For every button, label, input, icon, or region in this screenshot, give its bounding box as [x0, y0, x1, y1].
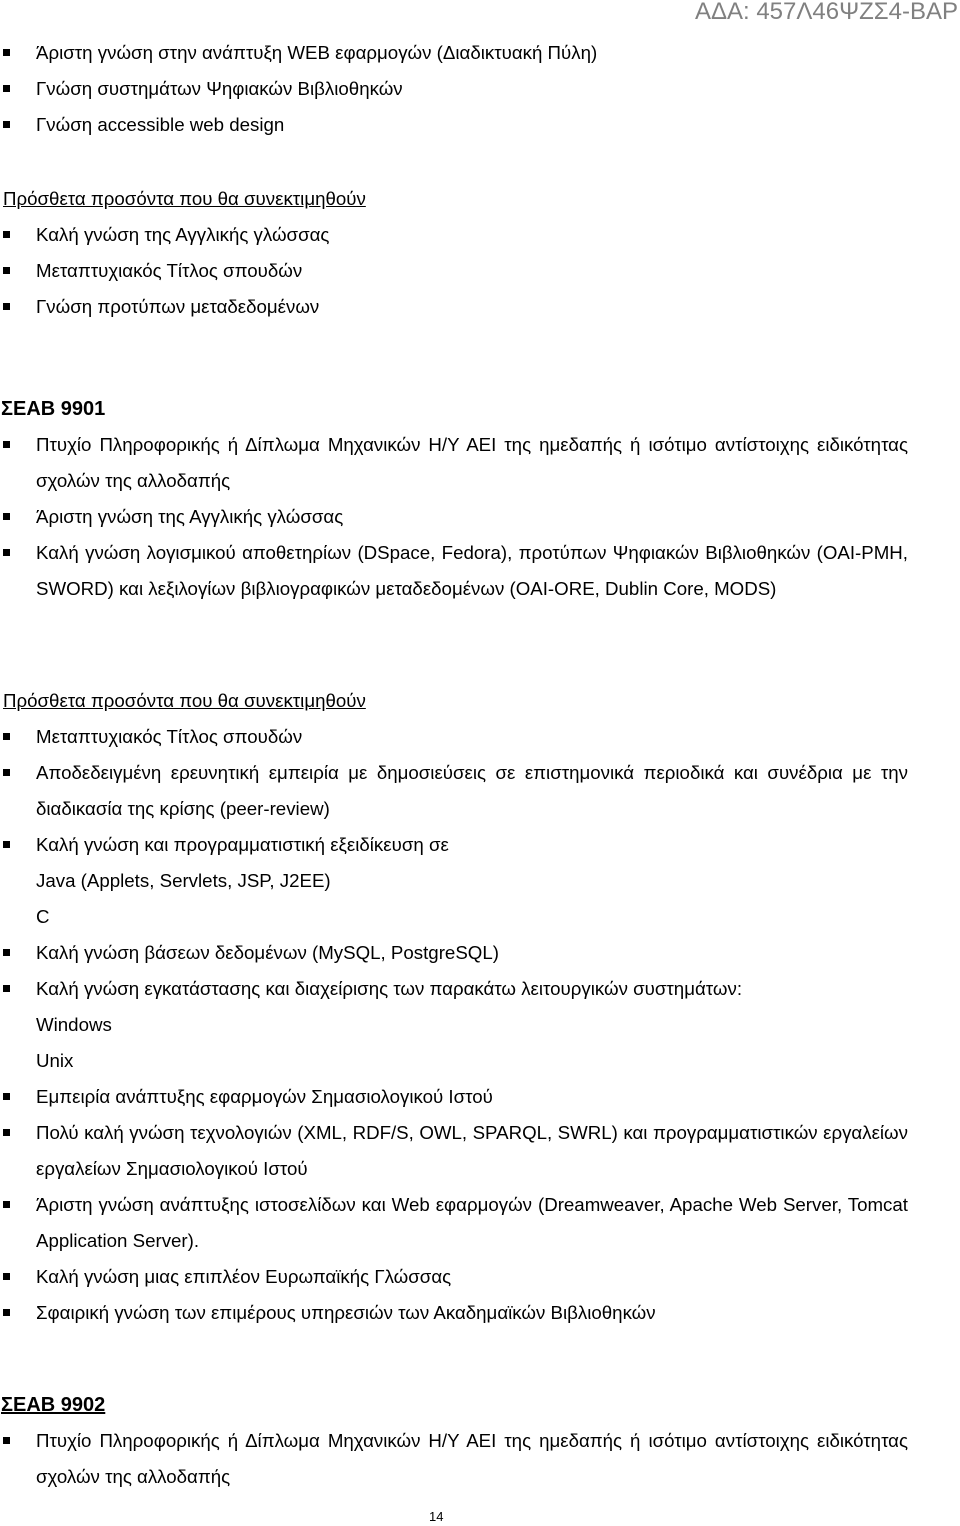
list-item: Καλή γνώση της Αγγλικής γλώσσας	[0, 217, 960, 253]
list-item: Εμπειρία ανάπτυξης εφαρμογών Σημασιολογικού Ιστού	[0, 1079, 960, 1115]
page-number: 14	[429, 1509, 444, 1524]
ada-code: ΑΔΑ: 457Λ46ΨΖΣ4-ΒΑΡ	[694, 0, 958, 25]
square-bullet-icon	[3, 267, 10, 274]
square-bullet-icon	[3, 841, 10, 848]
list-item: Πτυχίο Πληροφορικής ή Δίπλωμα Μηχανικών Η/Υ ΑΕΙ της ημεδαπής ή ισότιμο αντίστοιχης ειδικότητας σχολών της αλλοδαπής	[0, 1423, 908, 1495]
list-item: Γνώση συστημάτων Ψηφιακών Βιβλιοθηκών	[0, 71, 960, 107]
list-item: Μεταπτυχιακός Τίτλος σπουδών	[0, 253, 960, 289]
square-bullet-icon	[3, 1309, 10, 1316]
square-bullet-icon	[3, 441, 10, 448]
square-bullet-icon	[3, 303, 10, 310]
list-item: Καλή γνώση και προγραμματιστική εξειδίκευση σε	[0, 827, 960, 863]
list-item: Αποδεδειγμένη ερευνητική εμπειρία με δημοσιεύσεις σε επιστημονικά περιοδικά και συνέδρια με την διαδικασία της κρίσης (peer-review)	[0, 755, 908, 827]
seab-9902-heading: ΣΕΑΒ 9902	[1, 1394, 106, 1416]
extra-qualifications-section-1	[0, 181, 960, 325]
list-item: Γνώση accessible web design	[0, 107, 960, 143]
square-bullet-icon	[3, 121, 10, 128]
seab-9901-heading: ΣΕΑΒ 9901	[1, 398, 106, 420]
list-item: Καλή γνώση εγκατάστασης και διαχείρισης των παρακάτω λειτουργικών συστημάτων:	[0, 971, 960, 1007]
sub-item: Java (Applets, Servlets, JSP, J2EE)	[36, 870, 331, 891]
square-bullet-icon	[3, 49, 10, 56]
square-bullet-icon	[3, 1273, 10, 1280]
list-item: Άριστη γνώση ανάπτυξης ιστοσελίδων και Web εφαρμογών (Dreamweaver, Apache Web Server, Tomcat Application Server).	[0, 1187, 908, 1259]
list-item: Άριστη γνώση της Αγγλικής γλώσσας	[0, 499, 960, 535]
list-item: Άριστη γνώση στην ανάπτυξη WEB εφαρμογών (Διαδικτυακή Πύλη)	[0, 35, 960, 71]
square-bullet-icon	[3, 1437, 10, 1444]
square-bullet-icon	[3, 949, 10, 956]
list-item: Σφαιρική γνώση των επιμέρους υπηρεσιών των Ακαδημαϊκών Βιβλιοθηκών	[0, 1295, 960, 1331]
sub-item: C	[36, 906, 50, 927]
extra-qualifications-heading: Πρόσθετα προσόντα που θα συνεκτιμηθούν	[3, 690, 366, 711]
seab-9902-section	[0, 1387, 960, 1495]
square-bullet-icon	[3, 85, 10, 92]
square-bullet-icon	[3, 1129, 10, 1136]
list-item: Καλή γνώση λογισμικού αποθετηρίων (DSpace, Fedora), προτύπων Ψηφιακών Βιβλιοθηκών (OAI-PMH, SWORD) και λεξιλογίων βιβλιογραφικών μεταδεδομένων (OAI-ORE, Dublin Core, MODS)	[0, 535, 908, 607]
square-bullet-icon	[3, 513, 10, 520]
square-bullet-icon	[3, 549, 10, 556]
square-bullet-icon	[3, 733, 10, 740]
list-item: Γνώση προτύπων μεταδεδομένων	[0, 289, 960, 325]
extra-qualifications-section-2	[0, 683, 960, 1331]
sub-item: Windows	[36, 1014, 112, 1035]
list-item: Μεταπτυχιακός Τίτλος σπουδών	[0, 719, 960, 755]
square-bullet-icon	[3, 231, 10, 238]
square-bullet-icon	[3, 1201, 10, 1208]
list-item: Καλή γνώση βάσεων δεδομένων (MySQL, PostgreSQL)	[0, 935, 960, 971]
top-requirements-list	[0, 35, 960, 143]
list-item: Πτυχίο Πληροφορικής ή Δίπλωμα Μηχανικών Η/Υ ΑΕΙ της ημεδαπής ή ισότιμο αντίστοιχης ειδικότητας σχολών της αλλοδαπής	[0, 427, 908, 499]
list-item: Καλή γνώση μιας επιπλέον Ευρωπαϊκής Γλώσσας	[0, 1259, 960, 1295]
list-item: Πολύ καλή γνώση τεχνολογιών (XML, RDF/S, OWL, SPARQL, SWRL) και προγραμματιστικών εργαλείων εργαλείων Σημασιολογικού Ιστού	[0, 1115, 908, 1187]
seab-9901-section	[0, 391, 960, 607]
extra-qualifications-heading: Πρόσθετα προσόντα που θα συνεκτιμηθούν	[3, 188, 366, 209]
sub-item: Unix	[36, 1050, 74, 1071]
square-bullet-icon	[3, 1093, 10, 1100]
square-bullet-icon	[3, 769, 10, 776]
square-bullet-icon	[3, 985, 10, 992]
